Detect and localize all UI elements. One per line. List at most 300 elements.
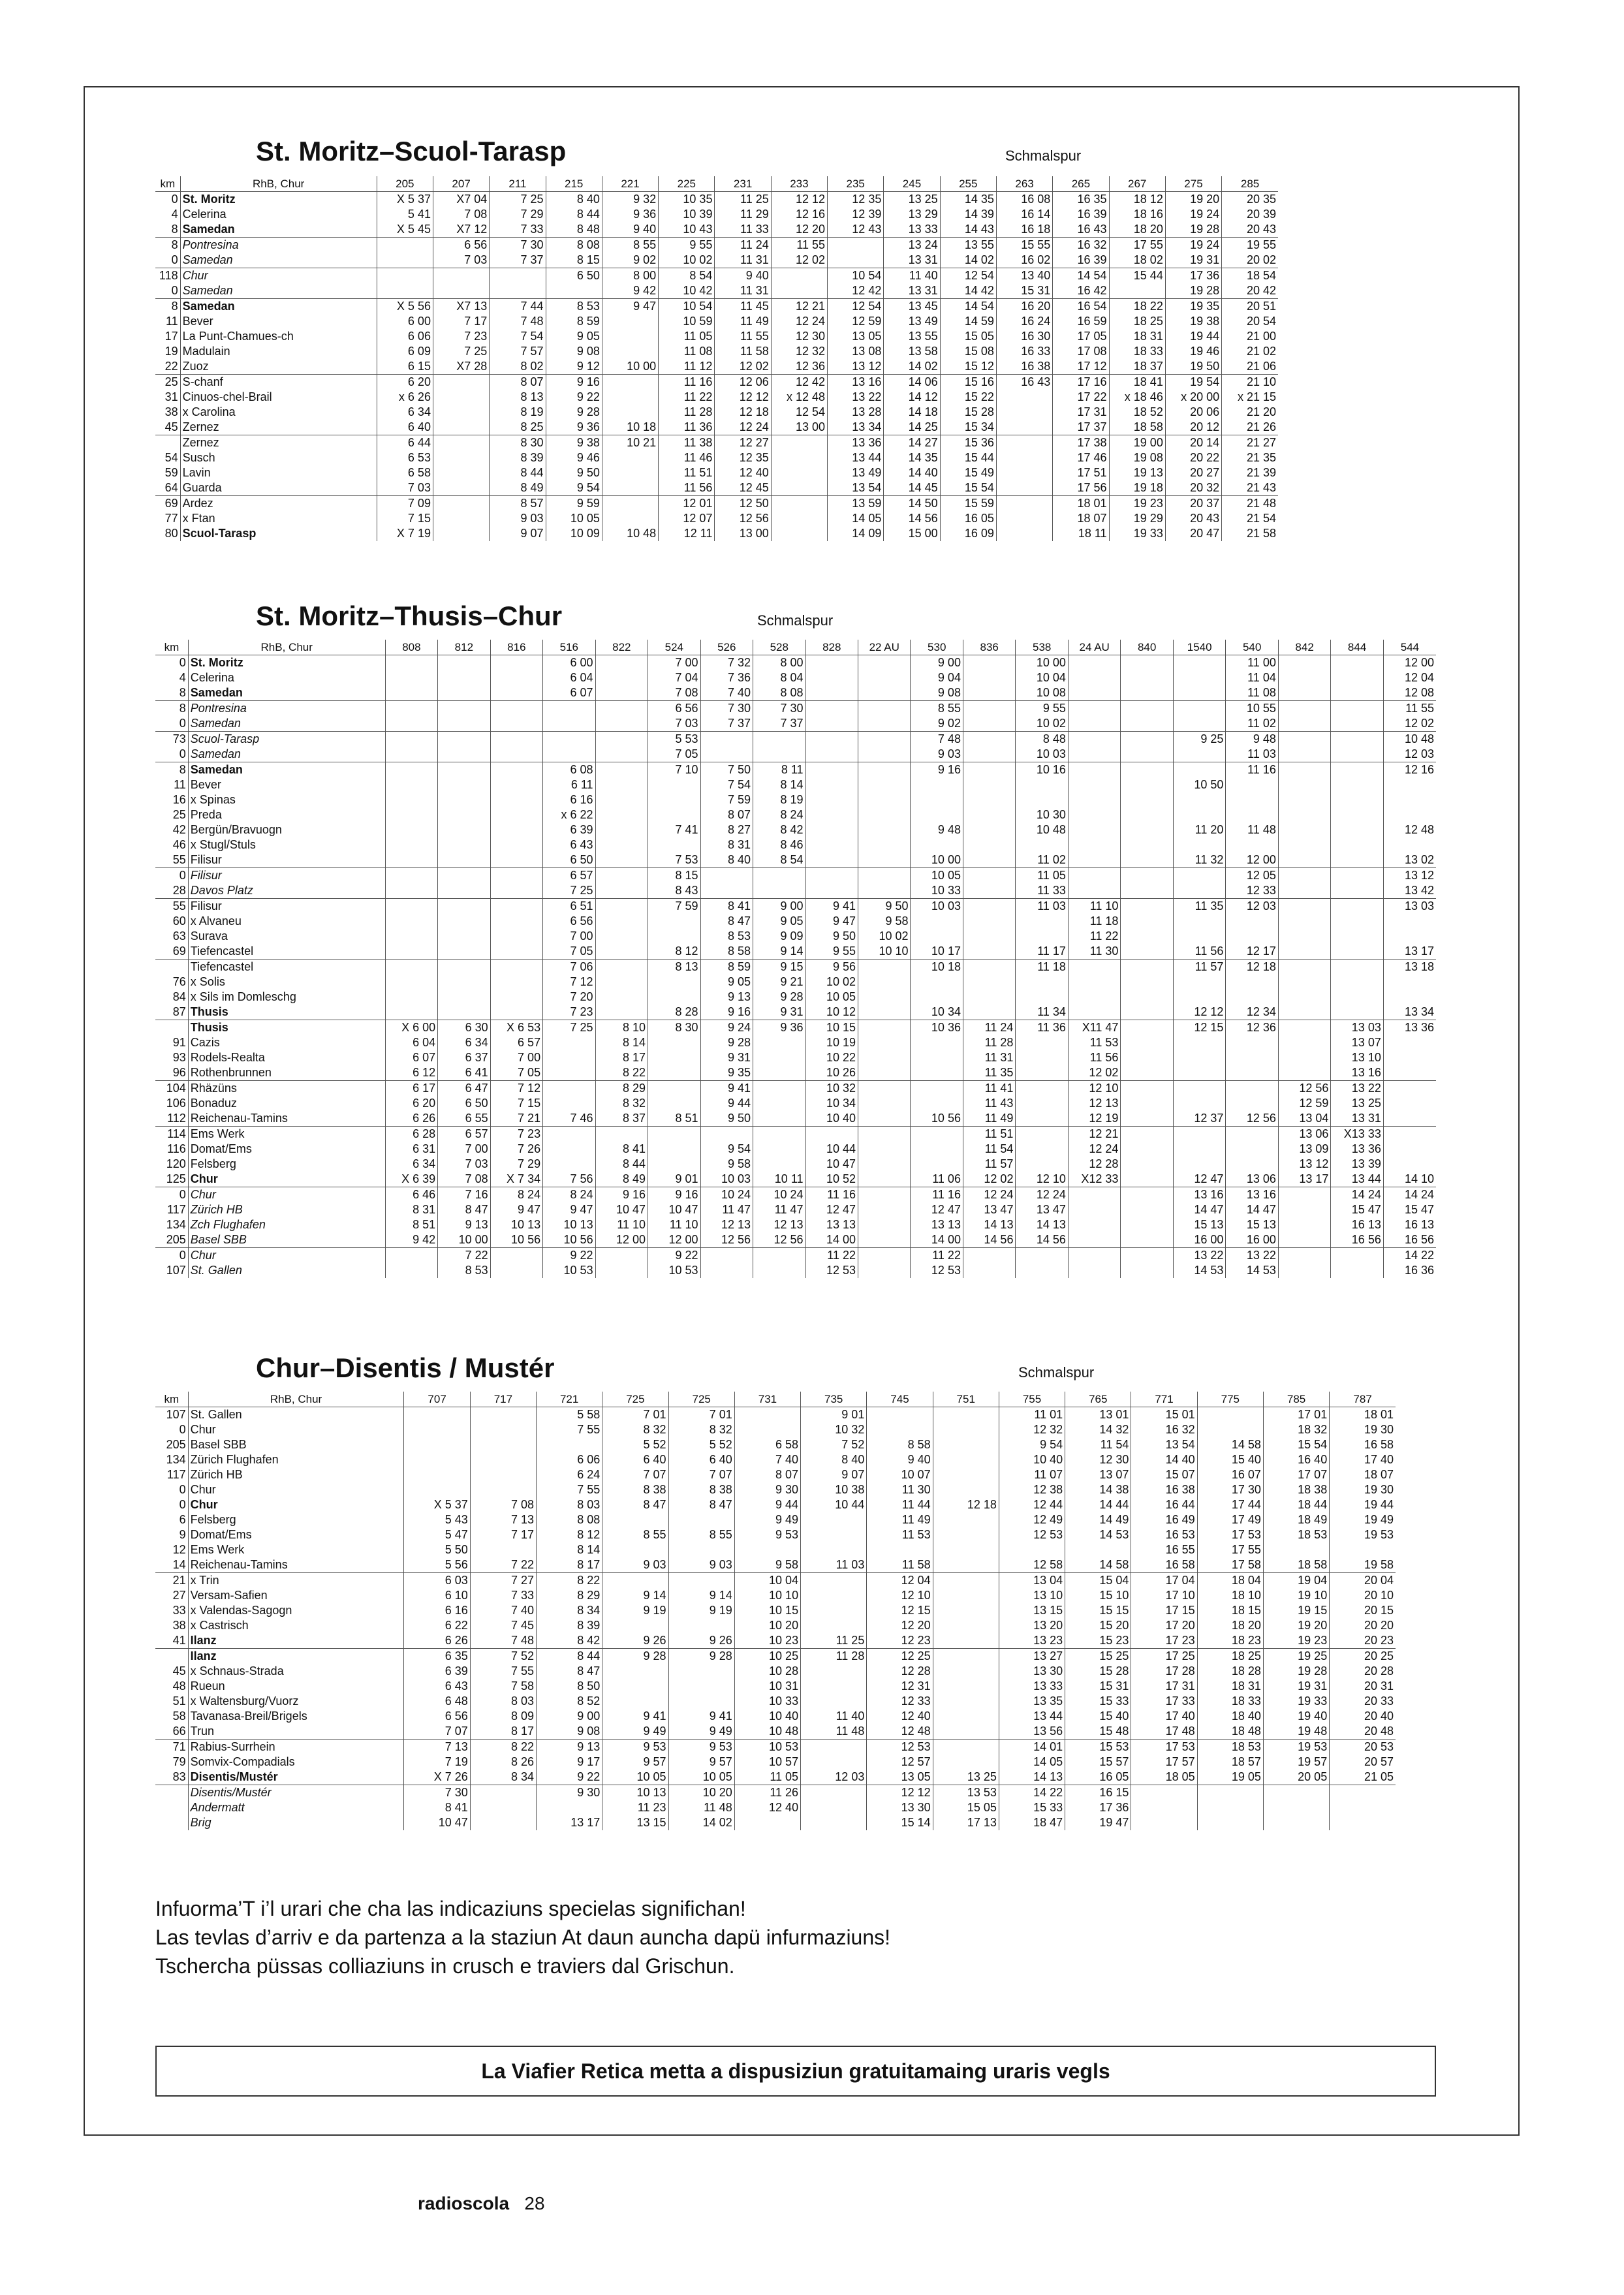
departure-time: 12 15 [867,1603,933,1618]
km-value [155,1649,188,1664]
table-row [155,960,1436,975]
departure-time [1131,1815,1197,1830]
departure-time: 12 40 [867,1709,933,1724]
departure-time: X 6 00 [385,1020,437,1036]
departure-time: 13 13 [805,1217,858,1232]
departure-time [543,1035,595,1050]
station-name: Pontresina [180,238,377,253]
departure-time: 14 13 [1016,1217,1068,1232]
table-row [155,685,1436,701]
departure-time [470,1815,536,1830]
departure-time [1278,883,1330,899]
departure-time: 11 30 [867,1482,933,1497]
station-name: Domat/Ems [188,1527,404,1542]
departure-time: 20 57 [1330,1755,1396,1770]
departure-time: 8 07 [734,1467,800,1482]
table-row [155,1407,1396,1423]
departure-time: 20 28 [1330,1664,1396,1679]
departure-time: 7 30 [404,1785,470,1801]
departure-time: 12 48 [1383,822,1436,837]
departure-time [911,990,963,1005]
km-value: 107 [166,1264,186,1277]
departure-time [1383,990,1436,1005]
departure-time [1197,1407,1263,1423]
departure-time: 10 05 [911,868,963,884]
departure-time [1226,1081,1278,1097]
departure-time [1173,914,1225,929]
departure-time [1068,807,1120,822]
departure-time: 12 02 [1383,716,1436,732]
departure-time [1278,837,1330,852]
departure-time: 10 05 [805,990,858,1005]
departure-time: 17 36 [1065,1800,1131,1815]
departure-time: 16 13 [1383,1217,1436,1232]
departure-time [963,1263,1015,1278]
train-number: 24 AU [1068,640,1120,655]
departure-time [1331,852,1383,868]
departure-time: 7 07 [602,1467,668,1482]
departure-time [753,1081,805,1097]
departure-time: 6 15 [377,359,433,375]
departure-time [805,852,858,868]
departure-time: 18 31 [1197,1679,1263,1694]
train-number: 1540 [1173,640,1225,655]
departure-time: 11 10 [1068,899,1120,914]
departure-time: 6 40 [602,1452,668,1467]
departure-time: 11 47 [700,1202,753,1217]
departure-time: 11 08 [659,344,715,359]
departure-time [1278,685,1330,701]
departure-time: 8 55 [911,701,963,717]
departure-time: 6 06 [537,1452,602,1467]
departure-time [1278,1020,1330,1036]
km-value: 8 [155,762,188,778]
departure-time: 8 03 [470,1694,536,1709]
departure-time: 7 41 [648,822,700,837]
departure-time: 9 36 [602,207,658,222]
station-name: Scuol-Tarasp [188,732,385,747]
departure-time [1121,1172,1173,1187]
departure-time: 6 26 [385,1111,437,1127]
departure-time [1226,1050,1278,1065]
departure-time: 18 22 [1109,299,1165,315]
departure-time: 10 40 [999,1452,1065,1467]
departure-time [867,1542,933,1557]
departure-time: 7 55 [537,1482,602,1497]
departure-time [1016,1065,1068,1081]
departure-time: 18 33 [1109,344,1165,359]
train-number: 785 [1263,1392,1329,1407]
departure-time: 13 36 [1383,1020,1436,1036]
departure-time [734,1422,800,1437]
departure-time: 10 34 [805,1096,858,1111]
departure-time: 20 37 [1165,496,1221,512]
departure-time: 11 45 [715,299,771,315]
departure-time: 19 58 [1330,1557,1396,1573]
departure-time [1016,1157,1068,1172]
departure-time: 6 26 [404,1633,470,1649]
departure-time [595,914,648,929]
station-name: x Carolina [180,405,377,420]
departure-time: x 6 22 [543,807,595,822]
departure-time: 8 25 [490,420,546,435]
departure-time [595,777,648,792]
departure-time [1278,1005,1330,1020]
departure-time [805,792,858,807]
departure-time: 13 07 [1331,1035,1383,1050]
departure-time [858,975,911,990]
departure-time [1068,883,1120,899]
departure-time [1173,655,1225,671]
departure-time: 14 09 [828,526,884,541]
km-value: 205 [166,1438,186,1451]
departure-time: 8 32 [595,1096,648,1111]
departure-time: 9 25 [1173,732,1225,747]
departure-time [996,465,1052,480]
departure-time [668,1664,734,1679]
departure-time: 14 54 [1053,268,1109,284]
departure-time [1016,975,1068,990]
departure-time [648,792,700,807]
departure-time: 6 34 [438,1035,490,1050]
table-row [155,1694,1396,1709]
departure-time: 16 44 [1131,1497,1197,1512]
departure-time: 8 54 [659,268,715,284]
km-value: 25 [155,375,180,390]
departure-time: 18 23 [1197,1633,1263,1649]
departure-time [1121,1187,1173,1203]
departure-time: 12 45 [715,480,771,496]
departure-time: 17 20 [1131,1618,1197,1633]
station-name: Rothenbrunnen [188,1065,385,1081]
departure-time [1121,685,1173,701]
departure-time: 18 52 [1109,405,1165,420]
departure-time: 6 44 [377,435,433,451]
departure-time [490,701,542,717]
departure-time [963,777,1015,792]
departure-time: 18 20 [1109,222,1165,238]
departure-time [963,975,1015,990]
departure-time: 6 04 [543,670,595,685]
table-row [155,1081,1436,1097]
departure-time: 10 47 [648,1202,700,1217]
departure-time: 17 37 [1053,420,1109,435]
departure-time [385,762,437,778]
departure-time: 7 13 [470,1512,536,1527]
departure-time: 9 16 [700,1005,753,1020]
departure-time [858,1263,911,1278]
departure-time: 19 29 [1109,511,1165,526]
departure-time [963,960,1015,975]
departure-time: 16 54 [1053,299,1109,315]
departure-time: 8 19 [490,405,546,420]
departure-time: 10 48 [1383,732,1436,747]
departure-time: 15 47 [1383,1202,1436,1217]
departure-time [1278,822,1330,837]
departure-time: 18 38 [1263,1482,1329,1497]
train-number: 725 [602,1392,668,1407]
departure-time: 9 56 [805,960,858,975]
departure-time [1331,883,1383,899]
departure-time: 8 42 [537,1633,602,1649]
departure-time [377,238,433,253]
departure-time: 21 10 [1222,375,1278,390]
departure-time [648,1065,700,1081]
departure-time: 17 44 [1197,1497,1263,1512]
departure-time: 7 40 [470,1603,536,1618]
departure-time: 19 04 [1263,1573,1329,1589]
departure-time: 11 22 [911,1248,963,1264]
departure-time [1173,975,1225,990]
departure-time: 14 53 [1173,1263,1225,1278]
departure-time [595,960,648,975]
departure-time [1173,868,1225,884]
departure-time: 7 29 [490,207,546,222]
departure-time [438,883,490,899]
departure-time: 17 56 [1053,480,1109,496]
departure-time: 20 53 [1330,1740,1396,1755]
departure-time: 12 03 [801,1770,867,1785]
departure-time: 20 23 [1330,1633,1396,1649]
departure-time: 16 13 [1331,1217,1383,1232]
departure-time: 9 28 [700,1035,753,1050]
departure-time: 21 05 [1330,1770,1396,1785]
table-row [155,1248,1436,1264]
departure-time [1173,792,1225,807]
departure-time: 8 34 [537,1603,602,1618]
table-row [155,1005,1436,1020]
station-name: La Punt-Chamues-ch [180,329,377,344]
departure-time [1121,670,1173,685]
departure-time [963,701,1015,717]
departure-time: 16 59 [1053,314,1109,329]
departure-time: 21 00 [1222,329,1278,344]
departure-time [1173,1035,1225,1050]
table-row [155,207,1278,222]
departure-time [490,655,542,671]
departure-time [438,1005,490,1020]
departure-time [470,1542,536,1557]
departure-time: 12 35 [828,192,884,208]
departure-time [933,1482,999,1497]
departure-time: 14 58 [1065,1557,1131,1573]
departure-time [911,1096,963,1111]
departure-time [490,1263,542,1278]
departure-time: 9 40 [602,222,658,238]
departure-time: 8 49 [595,1172,648,1187]
departure-time [595,868,648,884]
departure-time: 11 25 [715,192,771,208]
departure-time: 13 33 [999,1679,1065,1694]
departure-time: 12 21 [1068,1127,1120,1142]
departure-time: 16 09 [940,526,996,541]
departure-time [858,777,911,792]
departure-time: 15 04 [1065,1573,1131,1589]
departure-time: 12 58 [999,1557,1065,1573]
departure-time [700,732,753,747]
departure-time [595,1127,648,1142]
departure-time: 6 40 [377,420,433,435]
table-row [155,1482,1396,1497]
departure-time: 19 35 [1165,299,1221,315]
departure-time: 13 16 [828,375,884,390]
departure-time: 15 25 [1065,1649,1131,1664]
departure-time: 17 15 [1131,1603,1197,1618]
departure-time: 8 49 [490,480,546,496]
station-name: Ems Werk [188,1127,385,1142]
departure-time [933,1694,999,1709]
departure-time [648,1127,700,1142]
departure-time [1278,852,1330,868]
departure-time: 8 44 [546,207,602,222]
departure-time: 11 58 [867,1557,933,1573]
departure-time [771,511,827,526]
departure-time [858,1111,911,1127]
departure-time: 9 36 [753,1020,805,1036]
departure-time [438,792,490,807]
departure-time [828,238,884,253]
station-name: x Alvaneu [188,914,385,929]
departure-time [1121,929,1173,944]
departure-time: 10 50 [1173,777,1225,792]
departure-time: 15 20 [1065,1618,1131,1633]
departure-time: 14 05 [828,511,884,526]
departure-time: X12 33 [1068,1172,1120,1187]
departure-time: 14 43 [940,222,996,238]
departure-time: 8 12 [537,1527,602,1542]
departure-time [1121,1096,1173,1111]
departure-time: 18 01 [1053,496,1109,512]
departure-time: 11 35 [1173,899,1225,914]
departure-time: 13 12 [1383,868,1436,884]
departure-time: 10 48 [1016,822,1068,837]
departure-time: 12 24 [771,314,827,329]
km-value: 48 [172,1679,186,1693]
departure-time: 9 49 [668,1724,734,1740]
departure-time: 10 53 [734,1740,800,1755]
departure-time: 13 55 [940,238,996,253]
departure-time [543,1050,595,1065]
departure-time: 6 48 [404,1694,470,1709]
departure-time: 9 01 [801,1407,867,1423]
table-row [155,344,1278,359]
departure-time: 8 47 [668,1497,734,1512]
departure-time [1278,807,1330,822]
departure-time: 7 56 [543,1172,595,1187]
departure-time: 17 55 [1109,238,1165,253]
departure-time: 20 25 [1330,1649,1396,1664]
departure-time [911,975,963,990]
departure-time [1226,1035,1278,1050]
departure-time: 7 22 [470,1557,536,1573]
departure-time: 10 56 [490,1232,542,1248]
departure-time: 12 50 [715,496,771,512]
departure-time: 9 04 [911,670,963,685]
departure-time [1121,944,1173,960]
station-name: Rabius-Surrhein [188,1740,404,1755]
departure-time: 18 31 [1109,329,1165,344]
departure-time: 6 50 [543,852,595,868]
departure-time: 13 05 [867,1770,933,1785]
departure-time [996,511,1052,526]
departure-time: 15 59 [940,496,996,512]
departure-time: 8 00 [602,268,658,284]
departure-time: 20 14 [1165,435,1221,451]
departure-time [858,701,911,717]
departure-time [404,1437,470,1452]
departure-time: 16 58 [1330,1437,1396,1452]
departure-time: 7 59 [648,899,700,914]
departure-time: 19 23 [1263,1633,1329,1649]
departure-time: 11 31 [963,1050,1015,1065]
departure-time: 11 49 [963,1111,1015,1127]
departure-time [1331,792,1383,807]
departure-time [801,1512,867,1527]
departure-time [438,807,490,822]
departure-time [490,990,542,1005]
km-value: 28 [172,884,186,897]
departure-time [490,944,542,960]
km-value: 25 [172,808,186,821]
departure-time: 9 57 [668,1755,734,1770]
departure-time [543,1081,595,1097]
departure-time [1131,1785,1197,1801]
departure-time: 5 53 [648,732,700,747]
station-name: Chur [188,1497,404,1512]
departure-time: 10 05 [546,511,602,526]
departure-time [470,1482,536,1497]
departure-time [385,685,437,701]
departure-time: 8 47 [602,1497,668,1512]
departure-time: 17 31 [1131,1679,1197,1694]
departure-time: 5 58 [537,1407,602,1423]
departure-time: 9 05 [753,914,805,929]
departure-time [858,852,911,868]
departure-time: 8 32 [602,1422,668,1437]
station-name: Samedan [188,762,385,778]
departure-time: 17 07 [1263,1467,1329,1482]
departure-time: 12 59 [828,314,884,329]
departure-time: 11 57 [963,1157,1015,1172]
departure-time [490,1005,542,1020]
station-name: Rueun [188,1679,404,1694]
departure-time: 13 06 [1226,1172,1278,1187]
departure-time: 10 47 [404,1815,470,1830]
departure-time: 13 04 [999,1573,1065,1589]
departure-time [1068,685,1120,701]
departure-time [490,852,542,868]
departure-time [433,526,489,541]
operator-label: RhB, Chur [180,176,377,192]
departure-time: 9 31 [700,1050,753,1065]
departure-time: 8 51 [648,1111,700,1127]
departure-time [1065,1542,1131,1557]
departure-time: 11 53 [1068,1035,1120,1050]
departure-time: 12 53 [999,1527,1065,1542]
train-number: 524 [648,640,700,655]
departure-time [602,1512,668,1527]
departure-time: 14 24 [1331,1187,1383,1203]
departure-time: 17 05 [1053,329,1109,344]
departure-time [963,747,1015,762]
departure-time: 17 25 [1131,1649,1197,1664]
section1-gauge: Schmalspur [1005,148,1082,164]
departure-time [1173,1050,1225,1065]
departure-time: 10 00 [438,1232,490,1248]
departure-time: 15 36 [940,435,996,451]
departure-time [1068,670,1120,685]
departure-time: 13 17 [1383,944,1436,960]
